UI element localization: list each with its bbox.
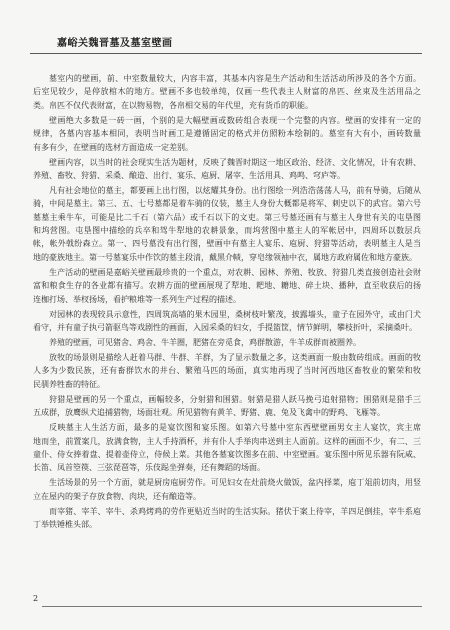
text-line: 地的豪族地主。第一号墓宴乐中作饮的墓主段清，戴黑介帻，穿皂缘领袖中衣，属地方政府属佐和地方豪族。 — [33, 252, 417, 262]
text-line: 帐，帐外戟纷森立。第一、四号墓没有出行图，壁画中有墓主人宴乐、庖厨、狩猎等活动，表明墓主人是当 — [33, 239, 421, 249]
text-line: 人多为少数民族，还有畜群饮水的井台、繁殖马匹的场面，真实地再现了当时河西地区畜牧业的繁荣和牧 — [33, 366, 421, 376]
text-line: 放牧的场景则是描绘人赶着马群、牛群、羊群，为了显示数量之多，这类画面一般由数砖组成。画面的牧 — [49, 352, 421, 362]
text-line: 地而坐，前置案几，放满食物，主人手持酒杯，并有仆人手举肉串送到主人面前。这样的画面不少，有二、三 — [33, 436, 421, 446]
paragraph — [33, 476, 421, 503]
paragraph — [33, 72, 421, 112]
paragraph — [33, 156, 421, 183]
text-line: 长笛、凤首箜篌、三弦琵琶等，乐伎跽坐弹奏，还有舞蹈的场面。 — [33, 463, 265, 473]
text-line: 生产活动的壁画是嘉峪关壁画最珍贵的一个重点，对农耕、园林、养殖、牧放、狩猎几类直接创造社会财 — [49, 267, 421, 277]
text-line: 养殖的壁画，可见猪舍、鸡舍、牛羊圈，肥猪在旁觅食，鸡群散游，牛羊成群而被圈养。 — [49, 337, 361, 347]
page-number: 2 — [33, 594, 39, 603]
text-line: 富和粮食生存的各业都有描写。农耕方面的壁画展现了犁地、耙地、耱地、碎土块、播种，直至收获后的扬 — [33, 281, 421, 291]
text-line: 五成群，放鹰纵犬追捕猎物，场面壮观。所见猎物有黄羊、野猪、鹿、兔及飞禽中的野鸡、飞雁等。 — [33, 408, 385, 418]
text-line: 童仆、侍女捧着盘、提着壶侍立，侍候上菜。其他各墓宴饮图多在前、中室壁画。宴乐图中所见乐器有阮咸、 — [33, 449, 421, 459]
text-line: 丁举铁锤椎头部。 — [33, 520, 97, 530]
paragraph — [33, 266, 421, 306]
text-line: 看守，并有童子执弓箭驱鸟等戏剧性的画面，入园采桑的妇女，手提篮筐，情节鲜明，攀枝折叶，采摘桑叶。 — [33, 323, 417, 332]
paragraph — [33, 184, 421, 264]
paragraph — [33, 351, 421, 391]
text-line: 墓墓主乘牛车，可能是比二千石（第六品）或千石以下的文吏。第三号墓还画有与墓主人身世有关的屯垦图 — [33, 212, 421, 222]
paragraph — [33, 114, 421, 154]
text-line: 类。帛匹不仅代表财富，在以物易物，各帛相交易的年代里，充有货币的职能。 — [33, 100, 313, 110]
paragraph — [33, 393, 421, 420]
text-line: 民驯养牲畜的特征。 — [33, 379, 105, 389]
running-header-title: 嘉峪关魏晋墓及墓室壁画 — [57, 38, 173, 49]
header-rule — [30, 53, 422, 54]
footer-rule — [42, 606, 422, 607]
paragraph — [33, 505, 421, 532]
text-line: 墓室内的壁画，前、中室数量较大，内容丰富，其基本内容是生产活动和生活活动所涉及的各个方面。 — [49, 74, 421, 83]
paragraph — [33, 336, 421, 349]
paragraph — [33, 421, 421, 475]
text-line: 骑，中间是墓主。第三、五、七号墓都是着车骑的仪装，墓主人身份大概都是将军、刺史以下的武官。第六号 — [33, 199, 421, 209]
text-line: 有多有少，在壁画的选材方面造成一定差别。 — [33, 142, 193, 152]
text-line: 凡有社会地位的墓主，都要画上出行图，以炫耀其身份。出行图绘一列浩浩荡荡人马，前有导骑，后随从 — [49, 185, 421, 195]
text-line: 壁画内容，以当时的社会现实生活为题材，反映了魏晋时期这一地区政治、经济、文化情况，计有农耕、 — [49, 157, 421, 167]
body-text — [33, 72, 421, 531]
text-line: 和坞营图。屯垦图中描绘的兵卒和驾牛犁地的农耕景象，而坞营图中墓主人的军帐居中，四周环以数层兵 — [33, 226, 421, 236]
paragraph — [33, 308, 421, 335]
text-line: 反映墓主人生活方面，最多的是宴饮图和宴乐图。如第六号墓中室东西壁壁画男女主人宴饮，宾主席 — [49, 423, 421, 433]
text-line: 立在屋内的架子存放食物、肉块，还有酿造等。 — [33, 491, 201, 501]
text-line: 连枷打场、举杈扬场，看护粮堆等一系列生产过程的描述。 — [33, 294, 241, 304]
text-line: 壁画绝大多数是一砖一画，个别的是大幅壁画或数砖组合表现一个完整的内容。壁画的安排有一定的 — [49, 115, 421, 125]
text-line: 养殖、畜牧、狩猎、采桑、酿造、出行、宴乐、庖厨、屠宰、生活用具、鸡鸣、穹庐等。 — [33, 170, 345, 180]
text-line: 对园林的表现较具示意性，四周筑高墙的果木园里，桑树枝叶繁茂，披露墙头，童子在园外守，或由门犬 — [49, 309, 421, 319]
text-line: 规律，各墓内容基本相同，表明当时画工是遵循固定的格式并仿照粉本绘制的。墓室有大有小，画砖数量 — [33, 129, 421, 139]
text-line: 后室见较少，是停放棺木的地方。壁画不多也较单纯，仅画一些代表主人财富的帛匹、丝束及生活用品之 — [33, 87, 421, 97]
text-line: 而宰猪、宰羊、宰牛、杀鸡烤鸡的劳作更贴近当时的生活实际。猪伏于案上待宰，羊四足倒挂，宰牛系庖 — [49, 506, 421, 516]
text-line: 狩猎是壁画的另一个重点，画幅较多，分射猎和围猎。射猎是猎人跃马挽弓追射猎物；围猎则是猎手三 — [49, 394, 421, 404]
text-line: 生活场景的另一个方面，就是厨房庖厨劳作。可见妇女在灶前烧火做饭，盆内择菜，庖丁俎前切肉，用竖 — [49, 478, 421, 488]
